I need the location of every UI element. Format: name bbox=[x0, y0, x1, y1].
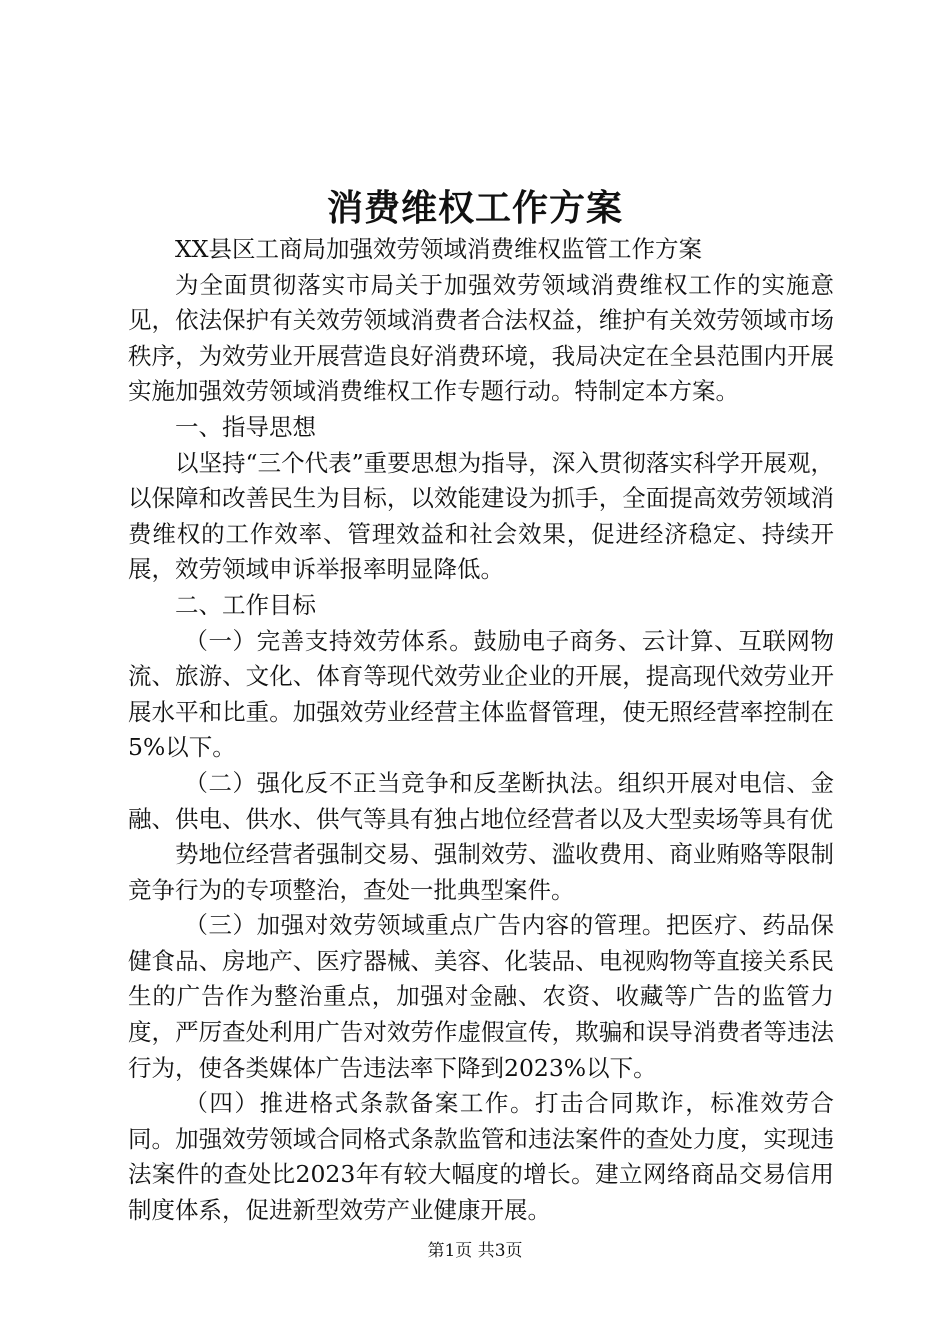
paragraph: 以坚持“三个代表”重要思想为指导，深入贯彻落实科学开展观，以保障和改善民生为目标，以效能建设为抓手，全面提高效劳领域消费维权的工作效率、管理效益和社会效果，促进经济稳定、持续开展，效劳领域申诉举报率明显降低。 bbox=[128, 448, 834, 584]
paragraph: （四）推进格式条款备案工作。打击合同欺诈，标准效劳合同。加强效劳领域合同格式条款监管和违法案件的查处力度，实现违法案件的查处比2023年有较大幅度的增长。建立网络商品交易信用制度体系，促进新型效劳产业健康开展。 bbox=[128, 1089, 834, 1225]
page-number: 第1页 共3页 bbox=[427, 1241, 523, 1261]
paragraph: （三）加强对效劳领域重点广告内容的管理。把医疗、药品保健食品、房地产、医疗器械、美容、化装品、电视购物等直接关系民生的广告作为整治重点，加强对金融、农资、收藏等广告的监管力度，严厉查处利用广告对效劳作虚假宣传，欺骗和误导消费者等违法行为，使各类媒体广告违法率下降到2023%以下。 bbox=[128, 911, 834, 1082]
document-body bbox=[128, 232, 834, 1229]
paragraph: （二）强化反不正当竞争和反垄断执法。组织开展对电信、金融、供电、供水、供气等具有独占地位经营者以及大型卖场等具有优 bbox=[128, 768, 834, 833]
section-heading: 一、指导思想 bbox=[175, 412, 316, 441]
document-title: 消费维权工作方案 bbox=[326, 187, 623, 229]
paragraph: 为全面贯彻落实市局关于加强效劳领域消费维权工作的实施意见，依法保护有关效劳领域消费者合法权益，维护有关效劳领域市场秩序，为效劳业开展营造良好消费环境，我局决定在全县范围内开展实施加强效劳领域消费维权工作专题行动。特制定本方案。 bbox=[128, 270, 834, 406]
paragraph: （一）完善支持效劳体系。鼓励电子商务、云计算、互联网物流、旅游、文化、体育等现代效劳业企业的开展，提高现代效劳业开展水平和比重。加强效劳业经营主体监督管理，使无照经营率控制在5%以下。 bbox=[128, 626, 834, 762]
paragraph-heading: XX县区工商局加强效劳领域消费维权监管工作方案 bbox=[175, 235, 702, 263]
section-heading: 二、工作目标 bbox=[175, 590, 316, 619]
paragraph: 势地位经营者强制交易、强制效劳、滥收费用、商业贿赂等限制竞争行为的专项整治，查处一批典型案件。 bbox=[128, 840, 834, 904]
